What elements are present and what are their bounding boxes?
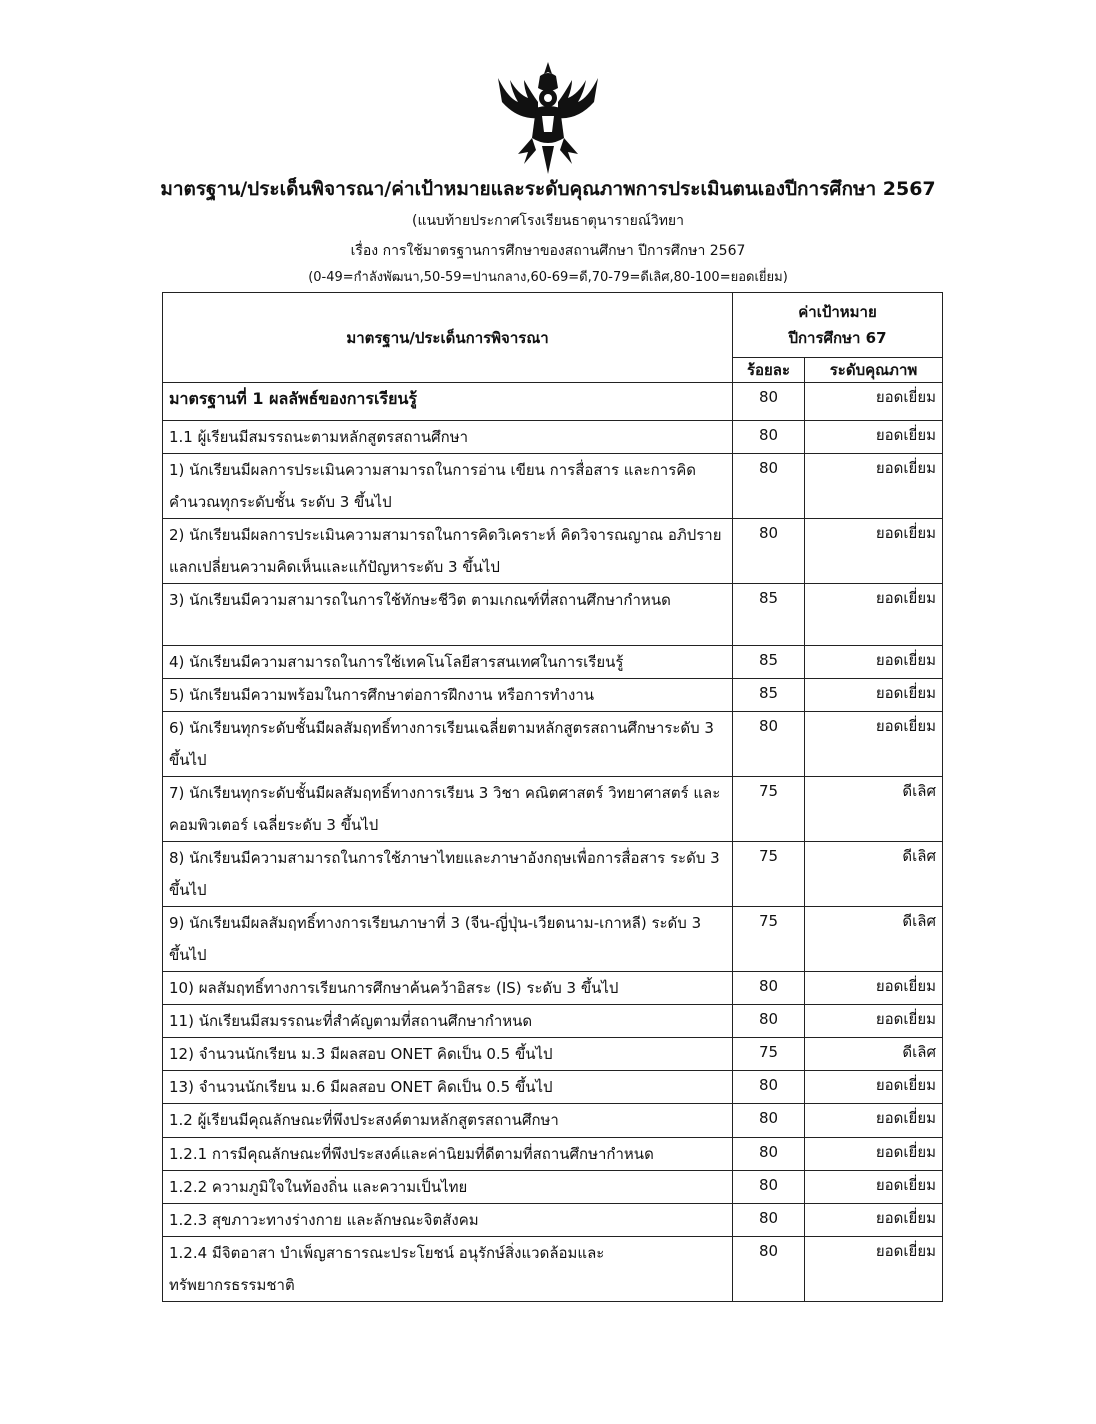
row-level: ยอดเยี่ยม bbox=[805, 1237, 943, 1302]
row-percent: 80 bbox=[733, 1138, 805, 1171]
table-row bbox=[163, 1104, 943, 1138]
row-level: ยอดเยี่ยม bbox=[805, 421, 943, 454]
row-percent: 85 bbox=[733, 679, 805, 712]
header-target-line1: ค่าเป้าหมาย bbox=[798, 303, 877, 321]
row-label: 13) จำนวนนักเรียน ม.6 มีผลสอบ ONET คิดเป็น 0.5 ขึ้นไป bbox=[163, 1071, 733, 1104]
header-standard: มาตรฐาน/ประเด็นการพิจารณา bbox=[163, 293, 733, 383]
standards-table bbox=[162, 292, 943, 1302]
row-label: 12) จำนวนนักเรียน ม.3 มีผลสอบ ONET คิดเป็น 0.5 ขึ้นไป bbox=[163, 1038, 733, 1071]
row-level: ยอดเยี่ยม bbox=[805, 1171, 943, 1204]
row-percent: 80 bbox=[733, 454, 805, 519]
row-label: 4) นักเรียนมีความสามารถในการใช้เทคโนโลยีสารสนเทศในการเรียนรู้ bbox=[163, 646, 733, 679]
row-percent: 80 bbox=[733, 1204, 805, 1237]
row-level: ยอดเยี่ยม bbox=[805, 519, 943, 584]
row-label: 1.2.1 การมีคุณลักษณะที่พึงประสงค์และค่านิยมที่ดีตามที่สถานศึกษากำหนด bbox=[163, 1138, 733, 1171]
table-row bbox=[163, 1204, 943, 1237]
row-label: 8) นักเรียนมีความสามารถในการใช้ภาษาไทยและภาษาอังกฤษเพื่อการสื่อสาร ระดับ 3 ขึ้นไป bbox=[163, 842, 733, 907]
row-label: 1.1 ผู้เรียนมีสมรรถนะตามหลักสูตรสถานศึกษา bbox=[163, 421, 733, 454]
header-target-line2: ปีการศึกษา 67 bbox=[788, 329, 887, 347]
row-percent: 80 bbox=[733, 1237, 805, 1302]
table-row bbox=[163, 646, 943, 679]
document-subject: เรื่อง การใช้มาตรฐานการศึกษาของสถานศึกษา ปีการศึกษา 2567 bbox=[350, 243, 746, 259]
table-row bbox=[163, 679, 943, 712]
row-level: ยอดเยี่ยม bbox=[805, 1138, 943, 1171]
table-row bbox=[163, 712, 943, 777]
row-level: ยอดเยี่ยม bbox=[805, 383, 943, 421]
table-row bbox=[163, 842, 943, 907]
table-row bbox=[163, 1038, 943, 1071]
row-level: ยอดเยี่ยม bbox=[805, 454, 943, 519]
row-level: ยอดเยี่ยม bbox=[805, 1071, 943, 1104]
header-percent: ร้อยละ bbox=[733, 358, 805, 383]
row-level: ดีเลิศ bbox=[805, 842, 943, 907]
row-label: 1.2.2 ความภูมิใจในท้องถิ่น และความเป็นไทย bbox=[163, 1171, 733, 1204]
row-percent: 80 bbox=[733, 972, 805, 1005]
row-percent: 80 bbox=[733, 1104, 805, 1138]
row-percent: 75 bbox=[733, 842, 805, 907]
row-percent: 80 bbox=[733, 421, 805, 454]
row-label: 1) นักเรียนมีผลการประเมินความสามารถในการอ่าน เขียน การสื่อสาร และการคิดคำนวณทุกระดับชั้น ระดับ 3 ขึ้นไป bbox=[163, 454, 733, 519]
row-label: 1.2.3 สุขภาวะทางร่างกาย และลักษณะจิตสังคม bbox=[163, 1204, 733, 1237]
table-row bbox=[163, 907, 943, 972]
header-target bbox=[733, 293, 943, 358]
row-percent: 80 bbox=[733, 712, 805, 777]
row-label: 3) นักเรียนมีความสามารถในการใช้ทักษะชีวิต ตามเกณฑ์ที่สถานศึกษากำหนด bbox=[163, 584, 733, 646]
row-percent: 75 bbox=[733, 907, 805, 972]
table-row bbox=[163, 519, 943, 584]
row-label: 9) นักเรียนมีผลสัมฤทธิ์ทางการเรียนภาษาที่ 3 (จีน-ญี่ปุ่น-เวียดนาม-เกาหลี) ระดับ 3 ขึ้นไป bbox=[163, 907, 733, 972]
table-row bbox=[163, 1071, 943, 1104]
row-percent: 85 bbox=[733, 646, 805, 679]
row-label: 1.2.4 มีจิตอาสา บำเพ็ญสาธารณะประโยชน์ อนุรักษ์สิ่งแวดล้อมและทรัพยากรธรรมชาติ bbox=[163, 1237, 733, 1302]
document-title: มาตรฐาน/ประเด็นพิจารณา/ค่าเป้าหมายและระดับคุณภาพการประเมินตนเองปีการศึกษา 2567 bbox=[160, 178, 936, 200]
table-row bbox=[163, 383, 943, 421]
row-percent: 75 bbox=[733, 1038, 805, 1071]
row-label: 7) นักเรียนทุกระดับชั้นมีผลสัมฤทธิ์ทางการเรียน 3 วิชา คณิตศาสตร์ วิทยาศาสตร์ และคอมพิวเตอร์ เฉลี่ยระดับ 3 ขึ้นไป bbox=[163, 777, 733, 842]
row-label: มาตรฐานที่ 1 ผลลัพธ์ของการเรียนรู้ bbox=[163, 383, 733, 421]
row-percent: 80 bbox=[733, 1171, 805, 1204]
row-label: 1.2 ผู้เรียนมีคุณลักษณะที่พึงประสงค์ตามหลักสูตรสถานศึกษา bbox=[163, 1104, 733, 1138]
table-row bbox=[163, 1237, 943, 1302]
table-row bbox=[163, 1171, 943, 1204]
row-label: 5) นักเรียนมีความพร้อมในการศึกษาต่อการฝึกงาน หรือการทำงาน bbox=[163, 679, 733, 712]
quality-scale-note: (0-49=กำลังพัฒนา,50-59=ปานกลาง,60-69=ดี,70-79=ดีเลิศ,80-100=ยอดเยี่ยม) bbox=[308, 270, 788, 285]
row-level: ยอดเยี่ยม bbox=[805, 584, 943, 646]
table-row bbox=[163, 421, 943, 454]
row-level: ยอดเยี่ยม bbox=[805, 972, 943, 1005]
row-percent: 80 bbox=[733, 1005, 805, 1038]
row-label: 10) ผลสัมฤทธิ์ทางการเรียนการศึกษาค้นคว้าอิสระ (IS) ระดับ 3 ขึ้นไป bbox=[163, 972, 733, 1005]
row-label: 2) นักเรียนมีผลการประเมินความสามารถในการคิดวิเคราะห์ คิดวิจารณญาณ อภิปราย แลกเปลี่ยนความคิดเห็นและแก้ปัญหาระดับ 3 ขึ้นไป bbox=[163, 519, 733, 584]
row-level: ดีเลิศ bbox=[805, 777, 943, 842]
table-row bbox=[163, 777, 943, 842]
row-level: ยอดเยี่ยม bbox=[805, 1204, 943, 1237]
table-row bbox=[163, 1138, 943, 1171]
row-level: ยอดเยี่ยม bbox=[805, 712, 943, 777]
table-row bbox=[163, 1005, 943, 1038]
document-subtitle: (แนบท้ายประกาศโรงเรียนธาตุนารายณ์วิทยา bbox=[412, 213, 684, 229]
row-label: 6) นักเรียนทุกระดับชั้นมีผลสัมฤทธิ์ทางการเรียนเฉลี่ยตามหลักสูตรสถานศึกษาระดับ 3 ขึ้นไป bbox=[163, 712, 733, 777]
row-level: ยอดเยี่ยม bbox=[805, 646, 943, 679]
row-level: ยอดเยี่ยม bbox=[805, 1104, 943, 1138]
row-percent: 85 bbox=[733, 584, 805, 646]
row-percent: 75 bbox=[733, 777, 805, 842]
row-percent: 80 bbox=[733, 519, 805, 584]
row-label: 11) นักเรียนมีสมรรถนะที่สำคัญตามที่สถานศึกษากำหนด bbox=[163, 1005, 733, 1038]
row-percent: 80 bbox=[733, 1071, 805, 1104]
garuda-emblem bbox=[488, 58, 608, 176]
row-level: ดีเลิศ bbox=[805, 907, 943, 972]
row-level: ยอดเยี่ยม bbox=[805, 1005, 943, 1038]
row-level: ดีเลิศ bbox=[805, 1038, 943, 1071]
row-level: ยอดเยี่ยม bbox=[805, 679, 943, 712]
row-percent: 80 bbox=[733, 383, 805, 421]
table-row bbox=[163, 454, 943, 519]
table-row bbox=[163, 972, 943, 1005]
table-row bbox=[163, 584, 943, 646]
header-level: ระดับคุณภาพ bbox=[805, 358, 943, 383]
